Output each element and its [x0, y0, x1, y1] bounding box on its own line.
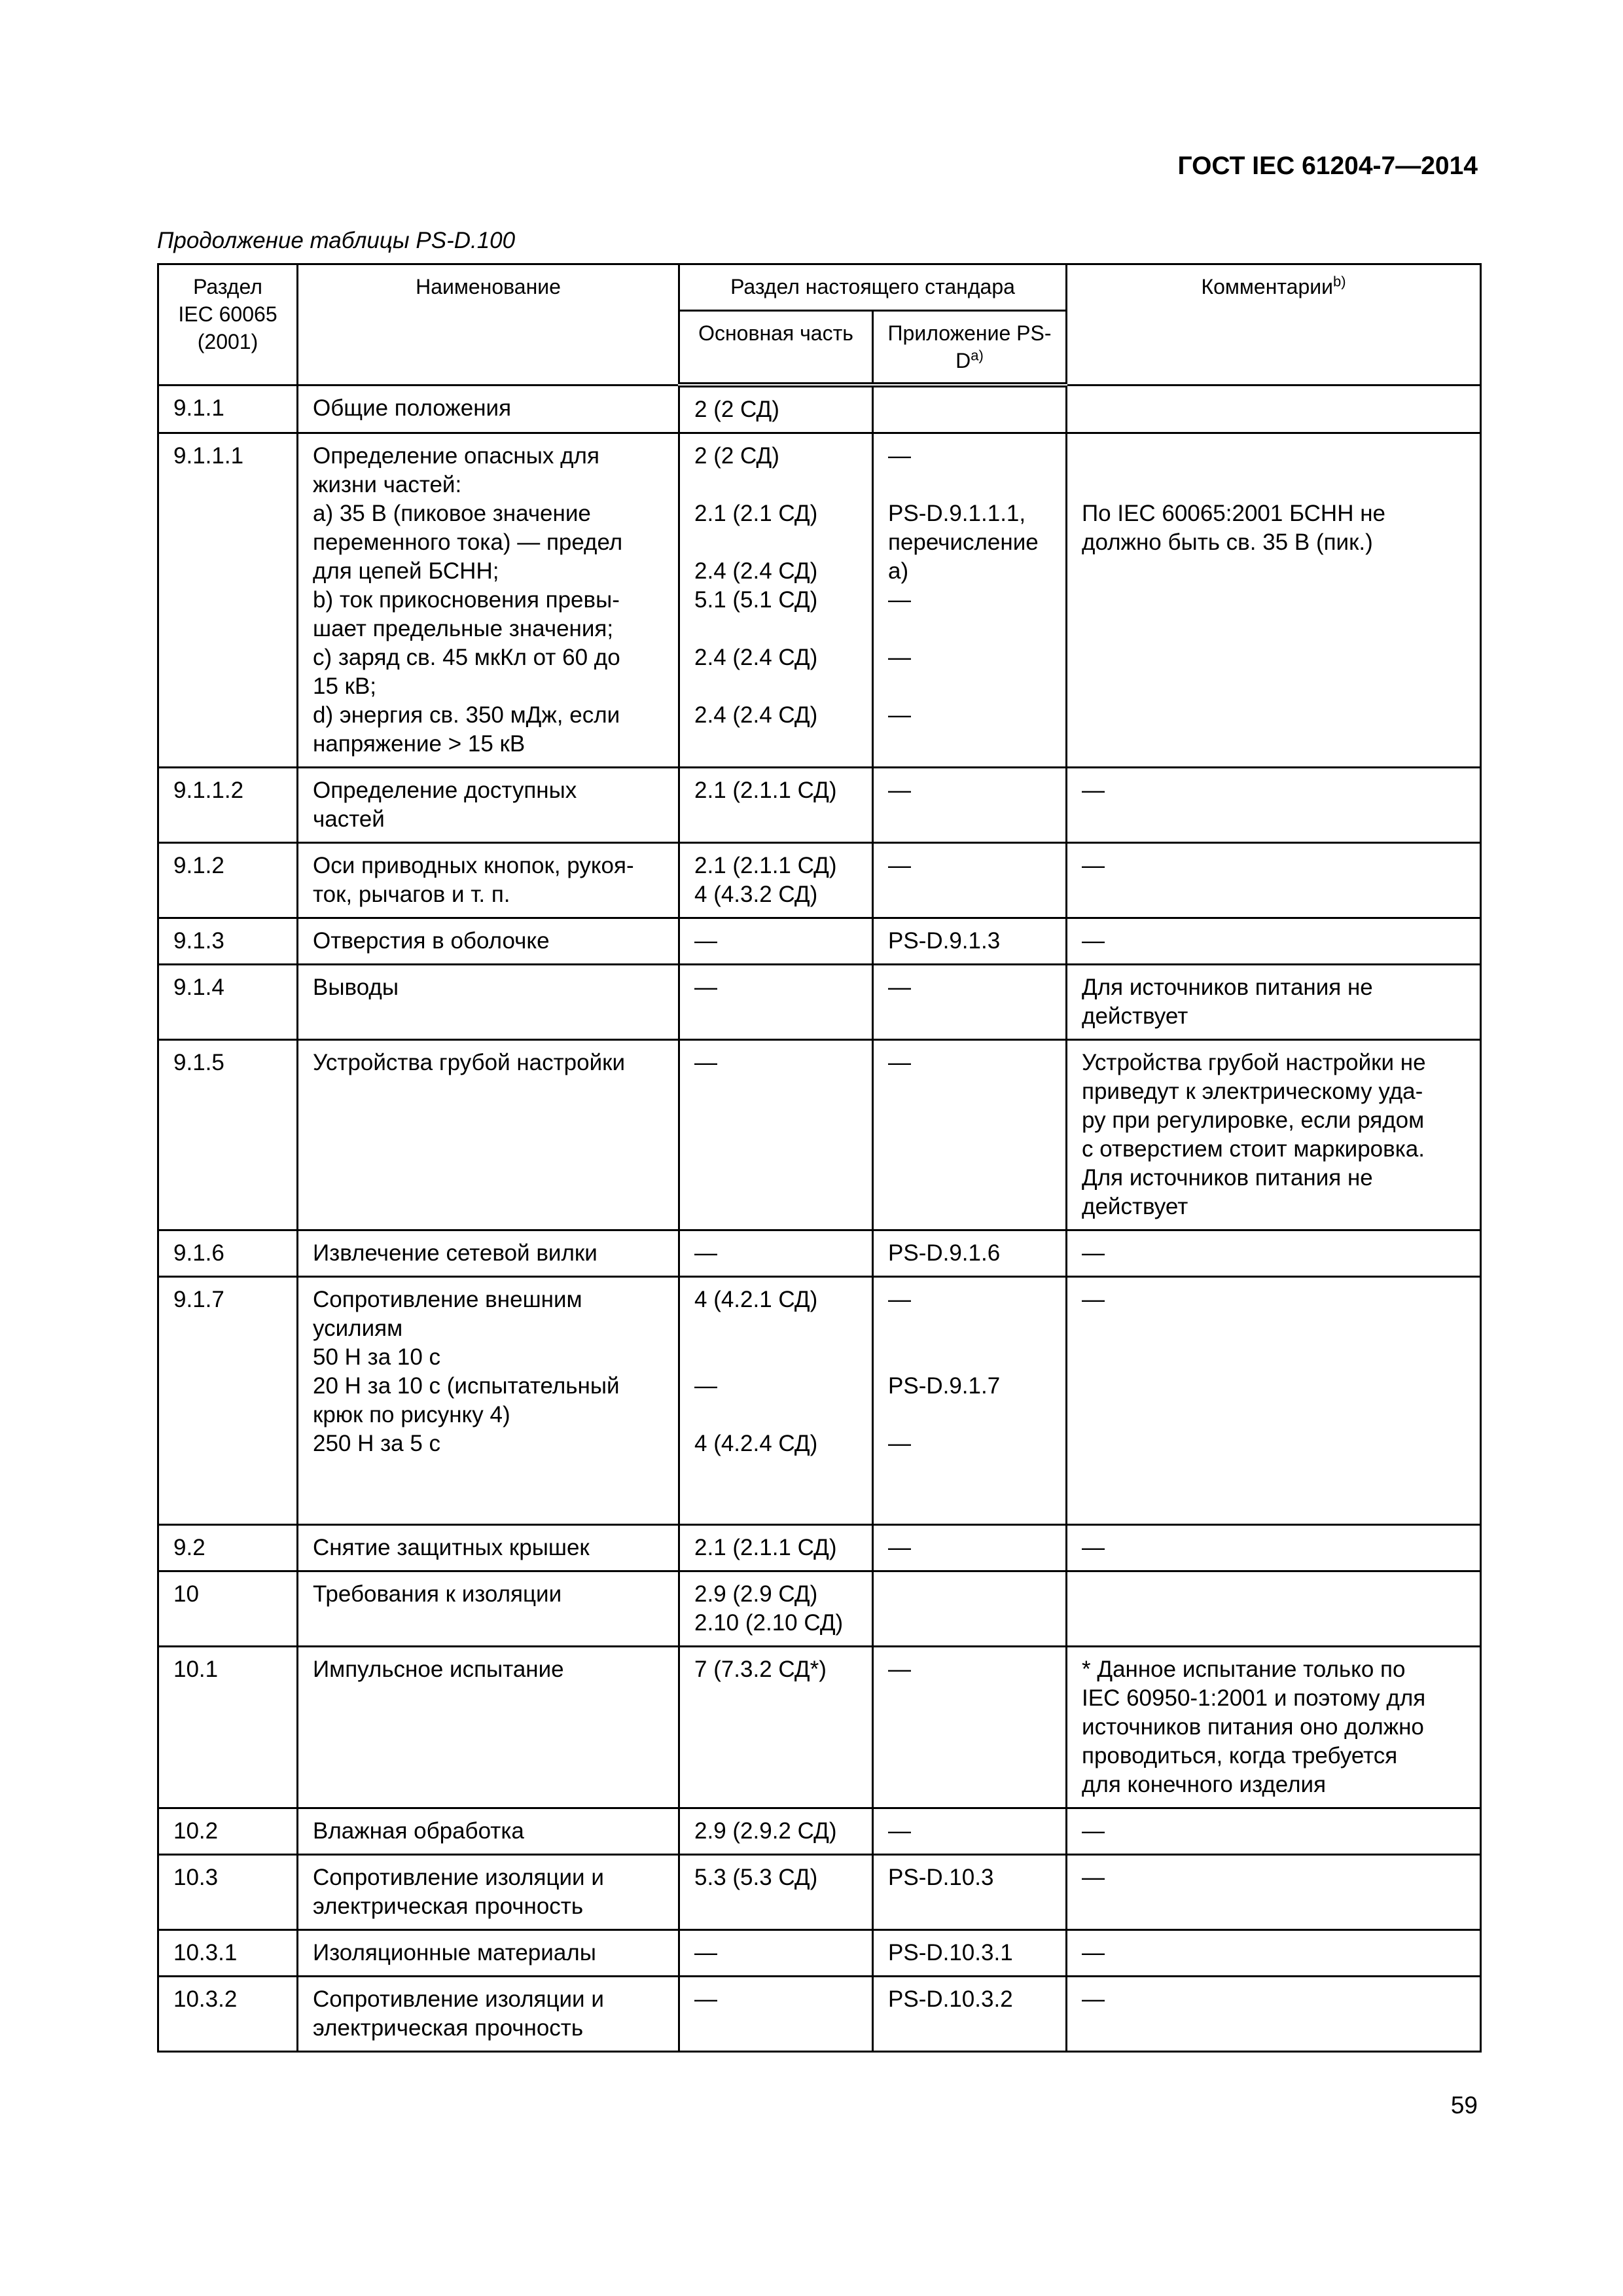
name-cell: Определение доступных частей — [298, 768, 679, 843]
annex-cell: — — [873, 1525, 1067, 1571]
name-cell: Определение опасных для жизни частей: a) 35 В (пиковое значение переменного тока) — предел для цепей БСНН; b) ток прикосновения превы- шает предельные значения; c) заряд св. 45 мкКл от 60 до 15 кВ; d) энергия св. 350 мДж, если напряжение > 15 кВ — [298, 433, 679, 768]
comment-cell: — — [1067, 1977, 1481, 2052]
section-cell: 9.1.2 — [158, 843, 298, 918]
section-cell: 9.1.5 — [158, 1040, 298, 1230]
annex-cell: — — [873, 1808, 1067, 1855]
name-cell: Устройства грубой настройки — [298, 1040, 679, 1230]
annex-cell: — PS-D.9.1.7 — — [873, 1277, 1067, 1525]
annex-cell: PS-D.10.3.2 — [873, 1977, 1067, 2052]
annex-cell: PS-D.10.3.1 — [873, 1930, 1067, 1977]
requirements-table — [157, 263, 1482, 2053]
main-part-cell: — — [679, 1230, 873, 1277]
section-cell: 9.1.1 — [158, 385, 298, 433]
main-part-cell: — — [679, 1040, 873, 1230]
name-cell: Изоляционные материалы — [298, 1930, 679, 1977]
main-part-cell: 2 (2 СД) 2.1 (2.1 СД) 2.4 (2.4 СД) 5.1 (5.1 СД) 2.4 (2.4 СД) 2.4 (2.4 СД) — [679, 433, 873, 768]
main-part-cell: — — [679, 918, 873, 965]
col-header-name: Наименование — [298, 264, 679, 386]
main-part-cell: 4 (4.2.1 СД) — 4 (4.2.4 СД) — [679, 1277, 873, 1525]
comment-cell: — — [1067, 1277, 1481, 1525]
table-row — [158, 1855, 1481, 1930]
main-part-cell: 2.1 (2.1.1 СД) 4 (4.3.2 СД) — [679, 843, 873, 918]
page-number: 59 — [1450, 2092, 1478, 2119]
table-row — [158, 1230, 1481, 1277]
table-row — [158, 1930, 1481, 1977]
annex-cell: — — [873, 843, 1067, 918]
comment-cell — [1067, 1571, 1481, 1647]
name-cell: Извлечение сетевой вилки — [298, 1230, 679, 1277]
main-part-cell: 2.1 (2.1.1 СД) — [679, 1525, 873, 1571]
annex-cell: — — [873, 1040, 1067, 1230]
comment-cell: — — [1067, 843, 1481, 918]
comment-cell: Устройства грубой настройки не приведут к электрическому уда- ру при регулировке, если рядом с отверстием стоит маркировка. Для источников питания не действует — [1067, 1040, 1481, 1230]
name-cell: Отверстия в оболочке — [298, 918, 679, 965]
main-part-cell: 2.9 (2.9.2 СД) — [679, 1808, 873, 1855]
name-cell: Снятие защитных крышек — [298, 1525, 679, 1571]
main-part-cell: 2 (2 СД) — [679, 385, 873, 433]
section-cell: 9.1.6 — [158, 1230, 298, 1277]
section-cell: 10.2 — [158, 1808, 298, 1855]
comment-cell: — — [1067, 1808, 1481, 1855]
name-cell: Оси приводных кнопок, рукоя- ток, рычагов и т. п. — [298, 843, 679, 918]
comment-cell: — — [1067, 918, 1481, 965]
section-cell: 10.3 — [158, 1855, 298, 1930]
name-cell: Импульсное испытание — [298, 1647, 679, 1808]
comment-cell: — — [1067, 1930, 1481, 1977]
comment-cell: По IEC 60065:2001 БСНН не должно быть св. 35 В (пик.) — [1067, 433, 1481, 768]
standard-header: ГОСТ IEC 61204-7—2014 — [1177, 152, 1478, 180]
col-header-main-part: Основная часть — [679, 311, 873, 386]
comment-cell: * Данное испытание только по IEC 60950-1:2001 и поэтому для источников питания оно должно проводиться, когда требуется для конечного изделия — [1067, 1647, 1481, 1808]
comment-cell: Для источников питания не действует — [1067, 965, 1481, 1040]
section-cell: 10.1 — [158, 1647, 298, 1808]
annex-cell: PS-D.9.1.6 — [873, 1230, 1067, 1277]
table-row — [158, 918, 1481, 965]
table-row — [158, 1977, 1481, 2052]
name-cell: Выводы — [298, 965, 679, 1040]
main-part-cell: 5.3 (5.3 СД) — [679, 1855, 873, 1930]
name-cell: Сопротивление изоляции и электрическая прочность — [298, 1855, 679, 1930]
comment-cell — [1067, 385, 1481, 433]
name-cell: Влажная обработка — [298, 1808, 679, 1855]
comment-cell: — — [1067, 1855, 1481, 1930]
main-part-cell: — — [679, 1977, 873, 2052]
section-cell: 9.1.1.1 — [158, 433, 298, 768]
name-cell: Общие положения — [298, 385, 679, 433]
section-cell: 10.3.2 — [158, 1977, 298, 2052]
table-row — [158, 1647, 1481, 1808]
table-row — [158, 1277, 1481, 1525]
col-header-std-section: Раздел настоящего стандара — [679, 264, 1067, 311]
table-row — [158, 843, 1481, 918]
main-part-cell: — — [679, 965, 873, 1040]
section-cell: 9.1.1.2 — [158, 768, 298, 843]
annex-cell — [873, 385, 1067, 433]
annex-cell: PS-D.10.3 — [873, 1855, 1067, 1930]
table-caption: Продолжение таблицы PS-D.100 — [157, 228, 516, 253]
main-part-cell: — — [679, 1930, 873, 1977]
table-row — [158, 768, 1481, 843]
section-cell: 9.1.7 — [158, 1277, 298, 1525]
comment-cell: — — [1067, 1525, 1481, 1571]
comment-cell: — — [1067, 1230, 1481, 1277]
section-cell: 9.1.3 — [158, 918, 298, 965]
col-header-comments: Комментарии$^{b)}$ — [1067, 264, 1481, 386]
main-part-cell: 2.1 (2.1.1 СД) — [679, 768, 873, 843]
main-part-cell: 2.9 (2.9 СД) 2.10 (2.10 СД) — [679, 1571, 873, 1647]
table-row — [158, 1040, 1481, 1230]
annex-cell: — — [873, 768, 1067, 843]
section-cell: 9.1.4 — [158, 965, 298, 1040]
section-cell: 10.3.1 — [158, 1930, 298, 1977]
annex-cell: — — [873, 965, 1067, 1040]
table-row — [158, 965, 1481, 1040]
section-cell: 9.2 — [158, 1525, 298, 1571]
table-row — [158, 1571, 1481, 1647]
table-row — [158, 385, 1481, 433]
table-row — [158, 433, 1481, 768]
name-cell: Сопротивление изоляции и электрическая прочность — [298, 1977, 679, 2052]
header-row — [158, 264, 1481, 311]
main-part-cell: 7 (7.3.2 СД*) — [679, 1647, 873, 1808]
table-row — [158, 1525, 1481, 1571]
comment-cell: — — [1067, 768, 1481, 843]
annex-cell: — — [873, 1647, 1067, 1808]
annex-cell — [873, 1571, 1067, 1647]
col-header-section: Раздел IEC 60065 (2001) — [158, 264, 298, 386]
section-cell: 10 — [158, 1571, 298, 1647]
col-header-annex: Приложение $PS-D^{a)}$ — [873, 311, 1067, 386]
name-cell: Сопротивление внешним усилиям 50 Н за 10 с 20 Н за 10 с (испытательный крюк по рисунку 4) 250 Н за 5 с — [298, 1277, 679, 1525]
annex-cell: — PS-D.9.1.1.1, перечисление a) — — — — [873, 433, 1067, 768]
name-cell: Требования к изоляции — [298, 1571, 679, 1647]
table-row — [158, 1808, 1481, 1855]
annex-cell: PS-D.9.1.3 — [873, 918, 1067, 965]
